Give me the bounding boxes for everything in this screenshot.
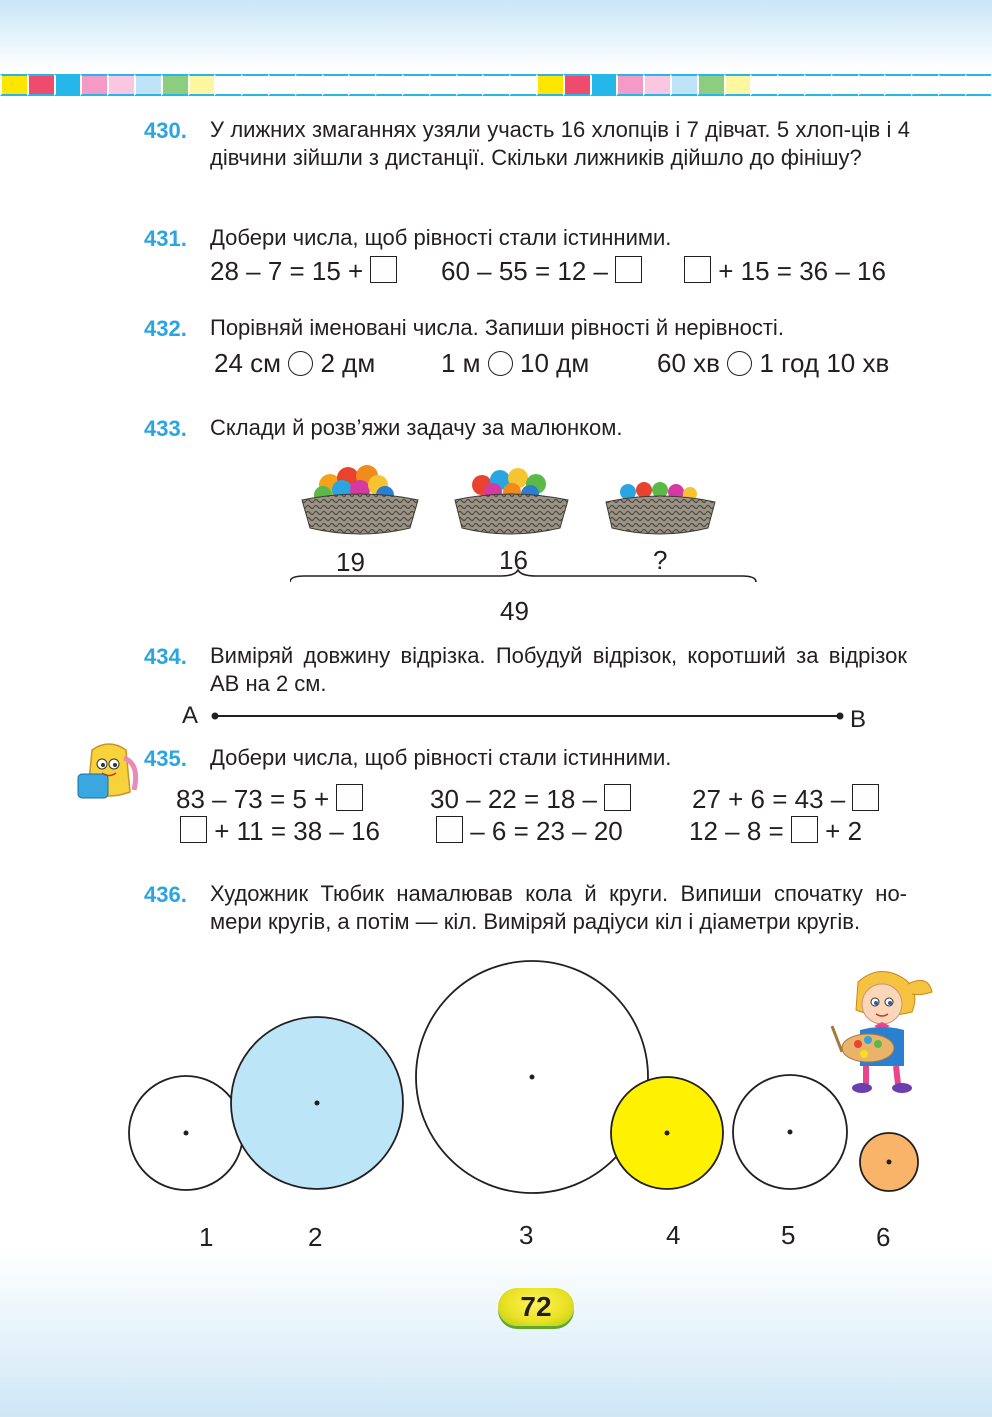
stripe-cell [54,74,81,96]
compare-circle[interactable] [488,351,513,376]
comparison-432-2: 1 м 10 дм [441,348,590,378]
equation-431-2: 60 – 55 = 12 – [441,256,642,287]
task-number-433: 433. [144,416,187,441]
answer-box[interactable] [852,784,879,811]
compare-circle[interactable] [727,351,752,376]
stripe-cell [214,74,241,96]
task-430-text: У лижних змаганнях узяли участь 16 хлопців і 7 дівчат. 5 хлоп-ців і 4 дівчини зійшли з дистанції. Скільки лижників дійшло до фінішу? [210,117,910,170]
stripe-cell [777,74,804,96]
answer-box[interactable] [180,816,207,843]
circle-label-2: 2 [308,1222,323,1252]
stripe-cell [241,74,268,96]
total-value: 49 [500,596,529,626]
stripe-cell [563,74,590,96]
stripe-cell [188,74,215,96]
basket-2 [455,468,568,534]
answer-box[interactable] [791,816,818,843]
decorative-stripe [0,72,992,98]
task-434-text: Виміряй довжину відрізка. Побудуй відрізок, коротший за відрізок АВ на 2 см. [210,643,907,696]
stripe-cell [643,74,670,96]
task-number-435: 435. [144,746,187,771]
equation-435-6: 12 – 8 = + 2 [689,816,863,846]
stripe-cell [911,74,938,96]
stripe-cell [536,74,563,96]
stripe-cell [161,74,188,96]
equation-435-3: 27 + 6 = 43 – [692,784,879,815]
comparison-432-1: 24 см 2 дм [214,348,376,378]
stripe-cell [509,74,536,96]
stripe-cell [107,74,134,96]
task-number-431: 431. [144,226,187,251]
stripe-cell [938,74,965,96]
stripe-cell [482,74,509,96]
page-number: 72 [498,1288,574,1326]
equation-431-1: 28 – 7 = 15 + [210,256,397,287]
task-number-436: 436. [144,882,187,907]
answer-box[interactable] [684,256,711,283]
stripe-cell [804,74,831,96]
task-436-text: Художник Тюбик намалював кола й круги. Випиши спочатку но-мери кругів, а потім — кіл. Виміряй радіуси кіл і діаметри кругів. [210,881,907,934]
circle-center-3 [530,1075,535,1080]
stripe-cell [80,74,107,96]
circle-label-1: 1 [199,1222,214,1252]
task-433-text: Склади й розв’яжи задачу за малюнком. [210,415,623,440]
stripe-cell [965,74,992,96]
stripe-cell [134,74,161,96]
task-number-432: 432. [144,316,187,341]
task-435-text: Добери числа, щоб рівності стали істинними. [210,745,672,770]
task-431-text: Добери числа, щоб рівності стали істинними. [210,225,672,250]
answer-box[interactable] [370,256,397,283]
backpack-character-icon [74,740,144,804]
stripe-cell [348,74,375,96]
stripe-cell [750,74,777,96]
stripe-cell [456,74,483,96]
answer-box[interactable] [604,784,631,811]
stripe-cell [590,74,617,96]
circle-center-5 [788,1130,793,1135]
stripe-cell [697,74,724,96]
stripe-cell [0,74,27,96]
circle-label-6: 6 [876,1222,891,1252]
segment-ab [210,708,846,724]
stripe-cell [402,74,429,96]
stripe-cell [429,74,456,96]
equation-435-4: + 11 = 38 – 16 [180,816,380,847]
stripe-cell [884,74,911,96]
stripe-cell [295,74,322,96]
basket-1 [302,465,418,534]
compare-circle[interactable] [288,351,313,376]
circles-figure [0,960,992,1260]
answer-box[interactable] [336,784,363,811]
task-432-text: Порівняй іменовані числа. Запиши рівності й нерівності. [210,315,784,340]
point-a-label: A [182,702,199,729]
task-number-434: 434. [144,644,187,669]
circle-label-5: 5 [781,1220,796,1250]
comparison-432-3: 60 хв 1 год 10 хв [657,348,890,378]
basket-3-value: ? [653,545,668,575]
stripe-cell [858,74,885,96]
stripe-cell [375,74,402,96]
stripe-cell [724,74,751,96]
stripe-cell [616,74,643,96]
circle-center-6 [887,1160,892,1165]
stripe-cell [322,74,349,96]
circle-label-4: 4 [666,1220,681,1250]
basket-1-value: 19 [336,547,365,577]
answer-box[interactable] [615,256,642,283]
equation-431-3: + 15 = 36 – 16 [684,256,886,287]
stripe-cell [268,74,295,96]
equation-435-1: 83 – 73 = 5 + [176,784,363,815]
circle-center-4 [665,1131,670,1136]
equation-435-5: – 6 = 23 – 20 [436,816,623,847]
task-number-430: 430. [144,118,187,143]
equation-435-2: 30 – 22 = 18 – [430,784,631,815]
circle-center-1 [184,1131,189,1136]
basket-3 [606,482,715,534]
point-b-label: B [850,706,867,733]
basket-2-value: 16 [499,545,528,575]
circle-label-3: 3 [519,1220,534,1250]
answer-box[interactable] [436,816,463,843]
stripe-cell [831,74,858,96]
circle-center-2 [315,1101,320,1106]
stripe-cell [27,74,54,96]
stripe-cell [670,74,697,96]
